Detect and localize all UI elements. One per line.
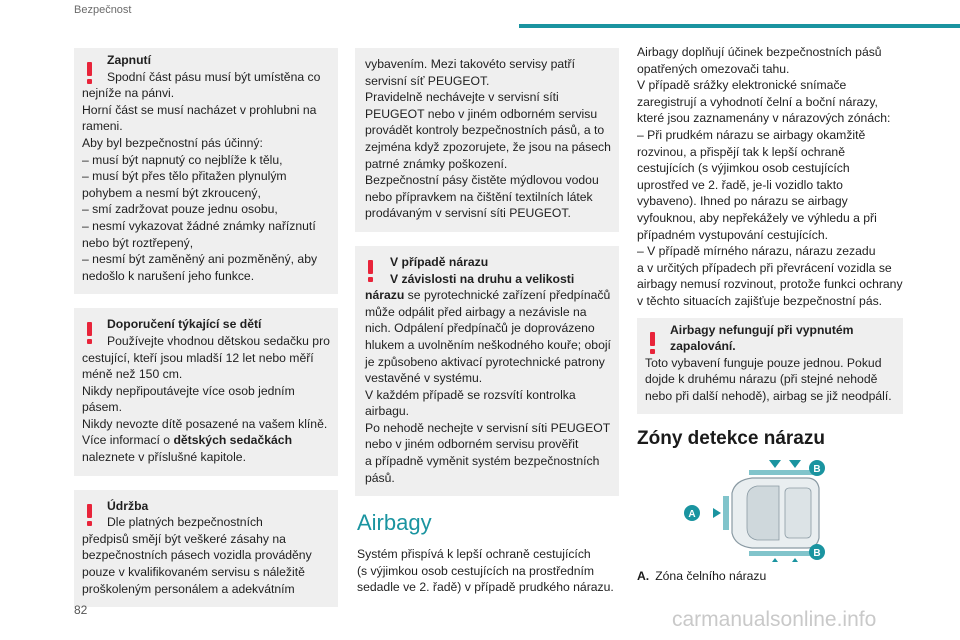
- paragraph-line: v těchto situacích zajišťuje bezpečnostní pás.: [637, 293, 883, 308]
- paragraph-line: V případě srážky elektronické snímače: [637, 78, 847, 93]
- warning-box-zapnuti: [74, 48, 338, 294]
- column-right: [637, 44, 903, 584]
- warning-exclamation-icon: [649, 332, 657, 354]
- box-line: vybavením. Mezi takovéto servisy patří: [365, 57, 575, 71]
- box-line: vestavěné v systému.: [365, 371, 483, 386]
- warning-box-naraz: [355, 246, 619, 496]
- box-title: V případě nárazu: [390, 254, 489, 269]
- box-line: pohybem a nesmí být zkroucený,: [82, 185, 261, 200]
- box-line: bezpečnostních pásech vozidla prováděny: [82, 548, 312, 563]
- figure-caption: [637, 568, 903, 584]
- box-line: – smí zadržovat pouze jednu osobu,: [82, 202, 278, 217]
- box-line: – nesmí být zaměněný ani pozměněný, aby: [82, 252, 318, 267]
- box-line: nedošlo k narušení jeho funkce.: [82, 268, 255, 283]
- box-line: je způsobeno aktivací pyrotechnické patrony: [365, 354, 605, 369]
- page-number: 82: [74, 603, 88, 617]
- impact-zones-figure: [657, 458, 903, 568]
- paragraph-line: vybaveno). Ihned po nárazu se airbagy: [637, 194, 848, 209]
- box-line: Po nehodě nechejte v servisní síti PEUGEOT: [365, 420, 611, 435]
- box-line: rameni.: [82, 119, 123, 134]
- box-line: předpisů smějí být veškeré zásahy na: [82, 531, 286, 546]
- box-line: pásem.: [82, 400, 122, 415]
- zone-detection-heading: Zóny detekce nárazu: [637, 428, 825, 450]
- box-line: nebo přípravkem na čištění textilních látek: [365, 189, 593, 204]
- warning-exclamation-icon: [86, 322, 94, 344]
- box-line: Aby byl bezpečnostní pás účinný:: [82, 135, 263, 150]
- paragraph-line: které jsou zaznamenány v nárazových zónách:: [637, 111, 891, 126]
- paragraph-line: uprostřed ve 2. řadě, je-li vozidlo takto: [637, 177, 843, 192]
- box-line: servisní síť PEUGEOT.: [365, 73, 490, 88]
- box-line: – musí být přes tělo přitažen plynulým: [82, 169, 287, 184]
- box-line: Spodní část pásu musí být umístěna co: [107, 69, 321, 84]
- warning-box-deti: [74, 308, 338, 475]
- box-line: pásů.: [365, 470, 395, 485]
- paragraph-line: – Při prudkém nárazu se airbagy okamžitě: [637, 127, 866, 142]
- box-line: nebo při další nehodě), airbag se již neodpálí.: [645, 388, 892, 403]
- box-line: proškoleným personálem a adekvátním: [82, 581, 295, 596]
- label-b-bottom: B: [813, 548, 821, 560]
- paragraph-line: a v určitých případech při převrácení vozidla se: [637, 260, 892, 275]
- warning-exclamation-icon: [367, 260, 375, 282]
- paragraph-line: opatřených omezovači tahu.: [637, 61, 790, 76]
- box-line: nebo v jiném odborném servisu prověřit: [365, 437, 579, 452]
- label-b-bottom-badge: [809, 544, 825, 560]
- box-line: nejníže na pánvi.: [82, 86, 175, 101]
- airbags-heading: Airbagy: [357, 510, 432, 536]
- box-line: Toto vybavení funguje pouze jednou. Pokud: [645, 355, 882, 370]
- label-b-top: B: [813, 464, 821, 476]
- box-line: Nikdy nepřipoutávejte více osob jedním: [82, 383, 295, 398]
- warning-box-udrzba-continued: [355, 48, 619, 232]
- paragraph-line: zaregistrují a vyhodnotí čelní a boční nárazy,: [637, 94, 878, 109]
- paragraph-line: cestujících (s výjimkou osob cestujících: [637, 161, 850, 176]
- box-line: Dle platných bezpečnostních: [107, 515, 263, 530]
- box-line: airbagu.: [365, 404, 410, 419]
- car-impact-diagram: [657, 458, 857, 562]
- label-a: A: [688, 509, 696, 521]
- column-middle: [355, 48, 619, 596]
- box-line: nárazu se pyrotechnické zařízení předpínačů: [365, 288, 611, 303]
- box-title: Údržba: [107, 498, 149, 513]
- box-subtitle: V závislosti na druhu a velikosti: [390, 271, 575, 286]
- box-line: nebo být roztřepený,: [82, 235, 194, 250]
- box-line: Horní část se musí nacházet v prohlubni na: [82, 102, 317, 117]
- label-b-top-badge: [809, 460, 825, 476]
- box-line: pouze v kvalifikovaném servisu s náležitě: [82, 565, 305, 580]
- header-accent-bar: [519, 24, 960, 28]
- child-seats-reference: dětských sedačkách: [173, 433, 293, 448]
- box-title: Doporučení týkající se dětí: [107, 317, 262, 332]
- box-line: PEUGEOT nebo v jiném odborném servisu: [365, 106, 598, 121]
- paragraph-line: Airbagy doplňují účinek bezpečnostních pásů: [637, 45, 882, 59]
- paragraph-line: (s výjimkou osob cestujících na prostředním: [357, 563, 595, 578]
- car-outline: [732, 478, 819, 548]
- paragraph-line: Systém přispívá k lepší ochraně cestujících: [357, 547, 591, 562]
- paragraph-line: rozvinou, a přispějí tak k lepší ochraně: [637, 144, 845, 159]
- box-title: zapalování.: [670, 339, 736, 354]
- warning-exclamation-icon: [86, 62, 94, 84]
- paragraph-line: vyfouknou, aby nepřekážely ve výhledu a při: [637, 210, 877, 225]
- box-line: prodávaným v servisní síti PEUGEOT.: [365, 206, 571, 221]
- warning-exclamation-icon: [86, 504, 94, 526]
- paragraph-line: sedadle ve 2. řadě) v případě prudkého nárazu.: [357, 580, 614, 595]
- box-line: zejména když zpozorujete, že jsou na pásech: [365, 139, 611, 154]
- box-line: méně než 150 cm.: [82, 367, 183, 382]
- box-line: Pravidelně nechávejte v servisní síti: [365, 90, 559, 105]
- front-impact-zone: [713, 496, 729, 530]
- box-line-reference: Více informací o dětských sedačkách: [82, 433, 293, 448]
- box-title: Airbagy nefungují při vypnutém: [670, 322, 854, 337]
- box-line: může odpálit před airbagy a nezávisle na: [365, 304, 587, 319]
- box-line: a případně vyměnit systém bezpečnostních: [365, 454, 600, 469]
- box-line: Používejte vhodnou dětskou sedačku pro: [107, 333, 330, 348]
- box-line: – musí být napnutý co nejblíže k tělu,: [82, 152, 283, 167]
- paragraph-line: airbagy nemusí rozvinout, protože funkci ochrany: [637, 277, 903, 292]
- box-line: – nesmí vykazovat žádné známky naříznutí: [82, 218, 316, 233]
- box-line: Bezpečnostní pásy čistěte mýdlovou vodou: [365, 173, 599, 188]
- box-line: dojde k druhému nárazu (při stejné nehodě: [645, 372, 878, 387]
- box-line: provádět kontroly bezpečnostních pásů, a to: [365, 123, 605, 138]
- box-title: Zapnutí: [107, 53, 152, 67]
- box-line: nich. Odpálení předpínačů je doprovázeno: [365, 321, 595, 336]
- box-line: Nikdy nevozte dítě posazené na vašem klíně.: [82, 416, 328, 431]
- label-a-badge: [684, 505, 700, 521]
- paragraph-line: případném vystupování cestujících.: [637, 227, 829, 242]
- paragraph-line: – V případě mírného nárazu, nárazu zezadu: [637, 244, 876, 259]
- caption-label: A.: [637, 569, 650, 584]
- box-line: patrné známky poškození.: [365, 156, 508, 171]
- warning-box-vypnuti: [637, 318, 903, 415]
- warning-box-udrzba: [74, 490, 338, 608]
- box-line: naleznete v příslušné kapitole.: [82, 450, 246, 465]
- box-line: cestující, kteří jsou mladší 12 let nebo měří: [82, 350, 314, 365]
- box-line: V každém případě se rozsvítí kontrolka: [365, 387, 576, 402]
- column-left: [74, 48, 338, 621]
- box-line: hlukem a uvolněním neškodného kouře; obojí: [365, 337, 611, 352]
- caption-text: Zóna čelního nárazu: [655, 569, 767, 584]
- watermark: carmanualsonline.info: [672, 608, 877, 631]
- header-section-title: Bezpečnost: [74, 4, 132, 16]
